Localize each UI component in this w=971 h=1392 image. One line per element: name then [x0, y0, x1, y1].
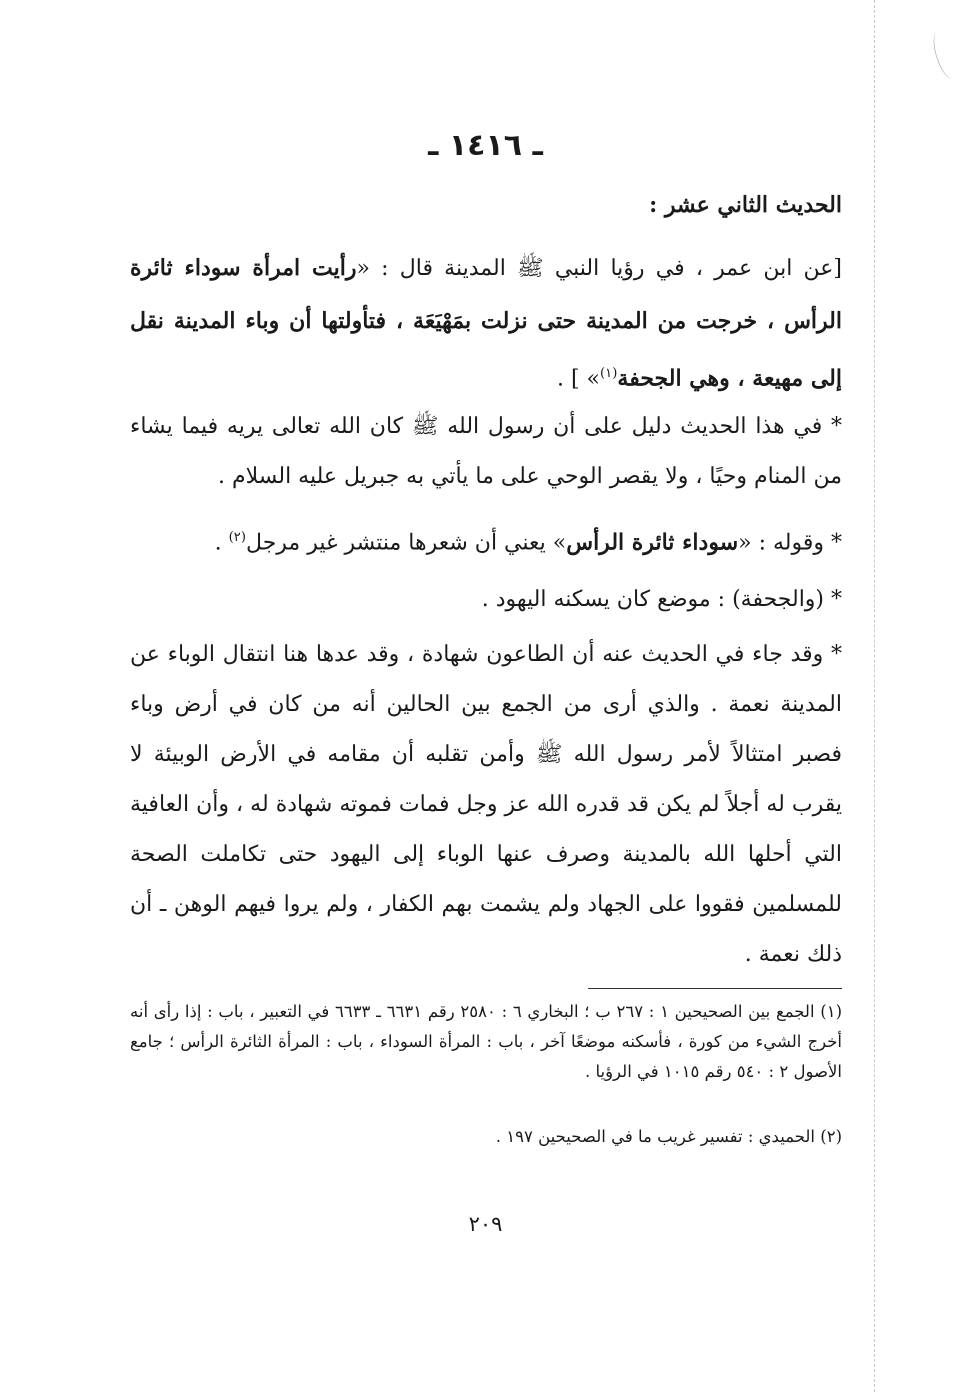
bullet-explanation-bold: سوداء ثائرة الرأس [566, 529, 739, 556]
bullet-explanation-pre: * وقوله : « [738, 530, 842, 556]
bullet-plague: * وقد جاء في الحديث عنه أن الطاعون شهادة ، وقد عدها هنا انتقال الوباء عن المدينة نعمة . والذي أرى من الجمع بين الحالين أنه من كان في أرض وباء فصبر امتثالاً لأمر رسول الله ﷺ وأمن تقلبه أن مقامه في الأرض الوبيئة لا يقرب له أجلاً لم يكن قد قدره الله عز وجل فمات فموته شهادة له ، وأن العافية التي أحلها الله بالمدينة وصرف عنها الوباء إلى اليهود حتى تكاملت الصحة للمسلمين فقووا على الجهاد ولم يشمت بهم الكفار ، ولم يروا فيهم الوهن ـ أن ذلك نعمة . [130, 642, 842, 967]
hadith-end: » ] . [556, 366, 601, 392]
section-heading: الحديث الثاني عشر : [649, 192, 842, 218]
footnote-separator [588, 988, 842, 989]
header-number: ـ ١٤١٦ ـ [428, 128, 543, 163]
bullet-vision: * في هذا الحديث دليل على أن رسول الله ﷺ كان الله تعالى يريه فيما يشاء من المنام وحيًا ، ولا يقصر الوحي على ما يأتي به جبريل عليه السلام . [130, 414, 842, 489]
footnote-ref-1: (١) [600, 366, 618, 381]
bullet-explanation-end: . [214, 530, 229, 556]
bullet-juhfa: * (والجحفة) : موضع كان يسكنه اليهود . [481, 587, 842, 612]
bullet-explanation-post: » يعني أن شعرها منتشر غير مرجل [246, 530, 567, 556]
footnote-1: (١) الجمع بين الصحيحين ١ : ٢٦٧ ب ؛ البخاري ٦ : ٢٥٨٠ رقم ٦٦٣١ ـ ٦٦٣٣ في التعبير ، باب : إذا رأى أنه أخرج الشيء من كورة ، فأسكنه موضعًا آخر ، باب : المرأة السوداء ، باب : المرأة الثائرة الرأس ؛ جامع الأصول ٢ : ٥٤٠ رقم ١٠١٥ في الرؤيا . [130, 1002, 842, 1081]
hadith-paragraph [130, 242, 842, 405]
page-edge-mark [929, 28, 963, 81]
hadith-intro: [عن ابن عمر ، في رؤيا النبي ﷺ المدينة قال : « [356, 256, 842, 281]
footnote-ref-2: (٢) [228, 530, 247, 545]
footnote-2: (٢) الحميدي : تفسير غريب ما في الصحيحين ١٩٧ . [495, 1127, 842, 1146]
page-edge-line [874, 0, 875, 1392]
bullet-explanation [130, 513, 842, 568]
hadith-quote: رأيت امرأة سوداء ثائرة الرأس ، خرجت من المدينة حتى نزلت بمَهْيَعَة ، فتأولتها أن وباء المدينة نقل إلى مهيعة ، وهي الجحفة [130, 255, 842, 392]
page-number: ٢٠٩ [468, 1212, 503, 1236]
